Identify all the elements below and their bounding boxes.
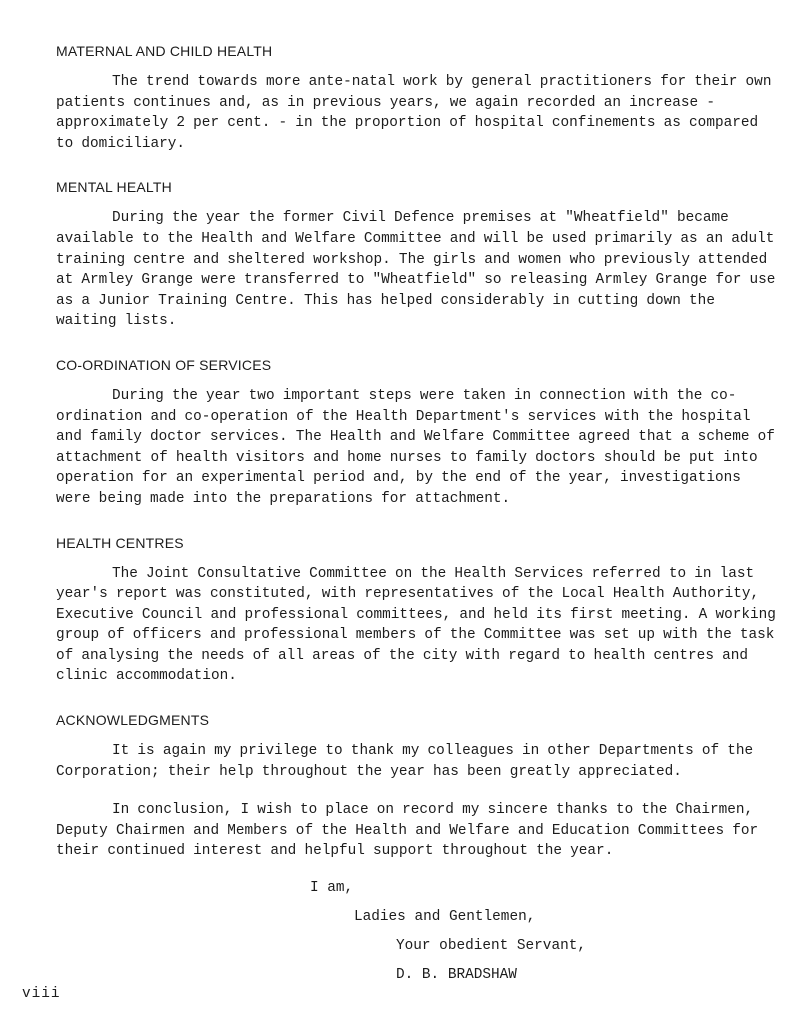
closing-line-i-am: I am,: [310, 880, 354, 897]
paragraph: It is again my privilege to thank my colleagues in other Departments of the Corporation; their help throughout the year has been greatly appreciated.: [56, 743, 754, 780]
closing-obedient-servant: Your obedient Servant,: [396, 938, 586, 955]
page-number: viii: [22, 986, 61, 1002]
section-heading: MATERNAL AND CHILD HEALTH: [56, 43, 273, 59]
closing-block: [56, 874, 776, 990]
section-heading: HEALTH CENTRES: [56, 534, 184, 551]
paragraph: The trend towards more ante-natal work by general practitioners for their own patients continues and, as in previous years, we again recorded an increase - approximately 2 per cent. - in the proportion of hospital confinements as compared to domiciliary.: [56, 74, 772, 152]
paragraph: The Joint Consultative Committee on the Health Services referred to in last year's report was constituted, with representatives of the Local Health Authority, Executive Council and professional committees, and held its first meeting. A working group of officers and professional members of the Committee was set up with the task of analysing the needs of all areas of the city with regard to health centres and clinic accommodation.: [56, 565, 776, 685]
paragraph: During the year two important steps were taken in connection with the co-ordination and co-operation of the Health Department's services with the hospital and family doctor services. The Health and Welfare Committee agreed that a scheme of attachment of health visitors and home nurses to family doctors should be put into operation for an experimental period and, by the end of the year, investigations were being made into the preparations for attachment.: [56, 387, 775, 507]
section-heading: CO-ORDINATION OF SERVICES: [56, 356, 272, 373]
section-heading: MENTAL HEALTH: [56, 179, 172, 196]
section-acknowledgments: [56, 711, 776, 862]
section-health-centres: [56, 534, 776, 688]
section-maternal-child-health: [56, 42, 776, 154]
section-coordination-of-services: [56, 356, 776, 510]
section-mental-health: [56, 178, 776, 332]
section-heading: ACKNOWLEDGMENTS: [56, 712, 210, 729]
paragraph: During the year the former Civil Defence premises at "Wheatfield" became available to the Health and Welfare Committee and will be used primarily as an adult training centre and sheltered workshop. The girls and women who previously attended at Armley Grange were transferred to "Wheatfield" so releasing Armley Grange for use as a Junior Training Centre. This has helped considerably in cutting down the waiting lists.: [56, 210, 776, 330]
closing-salutation: Ladies and Gentlemen,: [354, 909, 536, 926]
document-page: [56, 42, 776, 990]
paragraph: In conclusion, I wish to place on record my sincere thanks to the Chairmen, Deputy Chairmen and Members of the Health and Welfare and Education Committees for their continued interest and helpful support throughout the year.: [56, 802, 759, 860]
signature-name: D. B. BRADSHAW: [396, 967, 517, 984]
